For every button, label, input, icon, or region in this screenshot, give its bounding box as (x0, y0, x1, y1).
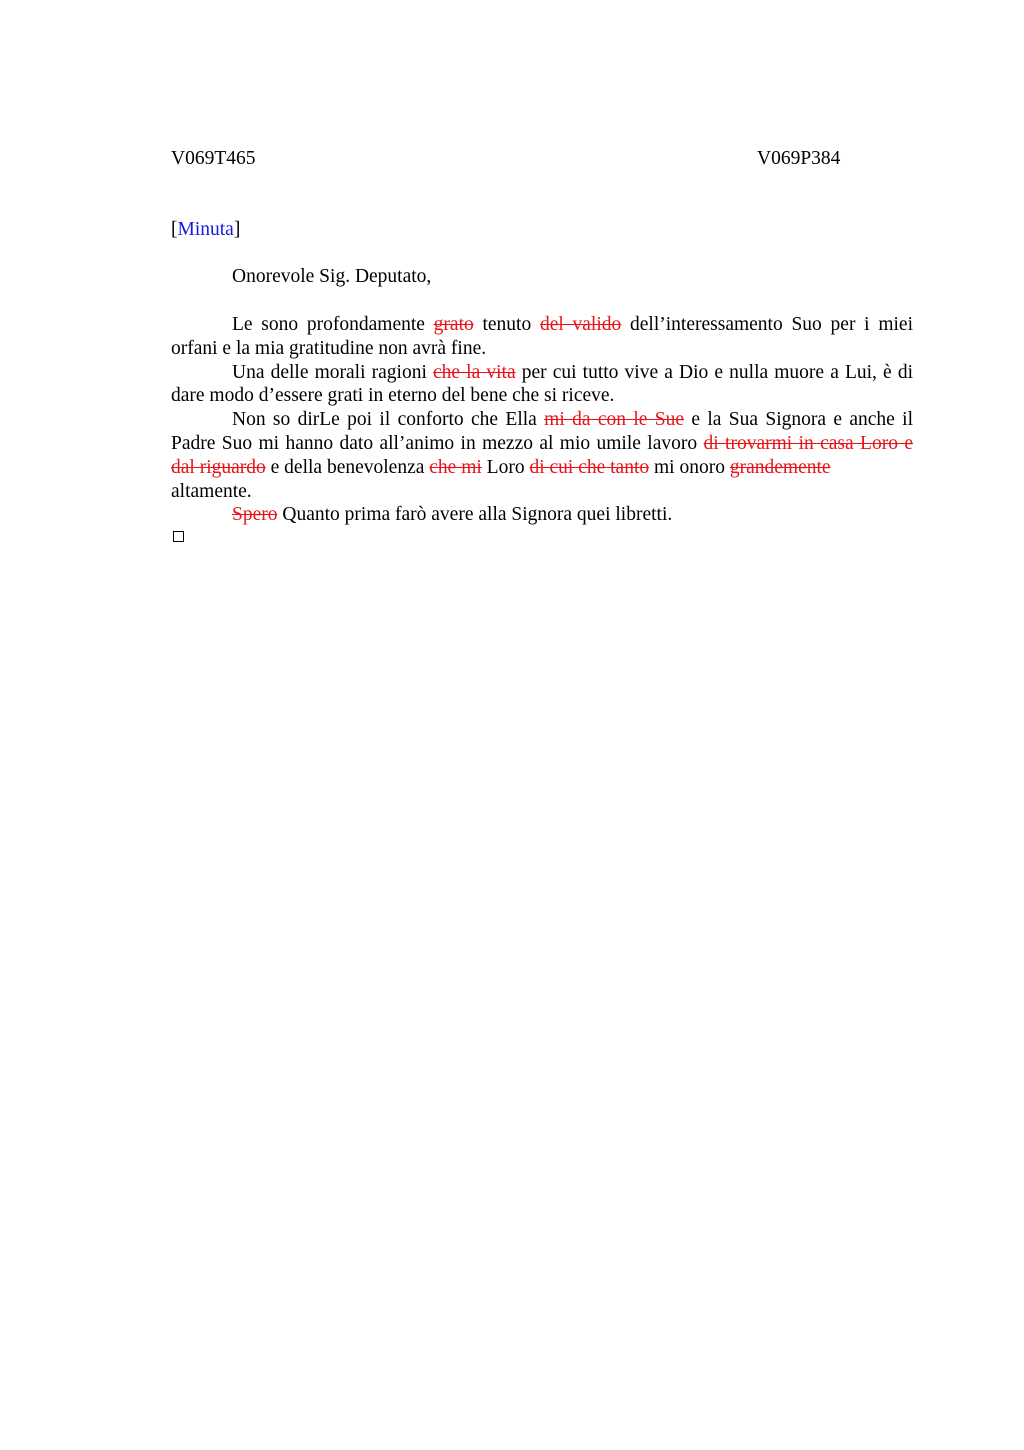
text-segment: Una delle morali ragioni (232, 361, 433, 383)
deleted-text: grato (433, 314, 474, 335)
paragraph-3 (171, 408, 913, 503)
paragraph-2 (171, 361, 913, 409)
text-segment: Le sono profondamente (232, 314, 434, 335)
letter-body (171, 313, 913, 527)
deleted-text: che mi (429, 456, 482, 478)
deleted-text: di trovarmi in casa Loro e dal riguardo (171, 432, 913, 478)
draft-label (171, 218, 240, 242)
text-segment: altamente. (171, 480, 252, 502)
paragraph-4 (171, 503, 913, 527)
paragraph-1 (171, 313, 913, 361)
text-segment: e della benevolenza (265, 456, 430, 478)
open-bracket: [ (171, 219, 178, 240)
text-segment: dell’interessamento Suo per i miei orfani e la mia gratitudine non avrà fine. (171, 314, 913, 359)
text-segment: Loro (481, 456, 530, 478)
document-code-right: V069P384 (757, 148, 841, 169)
document-code-left: V069T465 (171, 148, 256, 169)
deleted-text: mi da con le Sue (544, 409, 684, 431)
text-segment: per cui tutto vive a Dio e nulla muore a Lui, è di dare modo d’essere grati in eterno del bene che si riceve. (171, 361, 913, 407)
text-segment: mi onoro (649, 456, 730, 478)
deleted-text: Spero (232, 504, 278, 526)
deleted-text: grandemente (729, 456, 831, 478)
salutation: Onorevole Sig. Deputato, (232, 266, 432, 287)
text-segment: Non so dirLe poi il conforto che Ella (232, 409, 545, 431)
empty-square-icon (173, 531, 184, 542)
text-segment: e la Sua Signora e anche il Padre Suo mi hanno dato all’animo in mezzo al mio umile lavoro (171, 409, 913, 454)
deleted-text: che la vita (433, 361, 516, 383)
text-segment: Quanto prima farò avere alla Signora quei libretti. (277, 504, 673, 526)
close-bracket: ] (233, 219, 241, 240)
draft-label-text: Minuta (177, 219, 234, 240)
deleted-text: del valido (539, 314, 622, 335)
deleted-text: di cui che tanto (529, 456, 650, 478)
text-segment: tenuto (473, 314, 540, 335)
